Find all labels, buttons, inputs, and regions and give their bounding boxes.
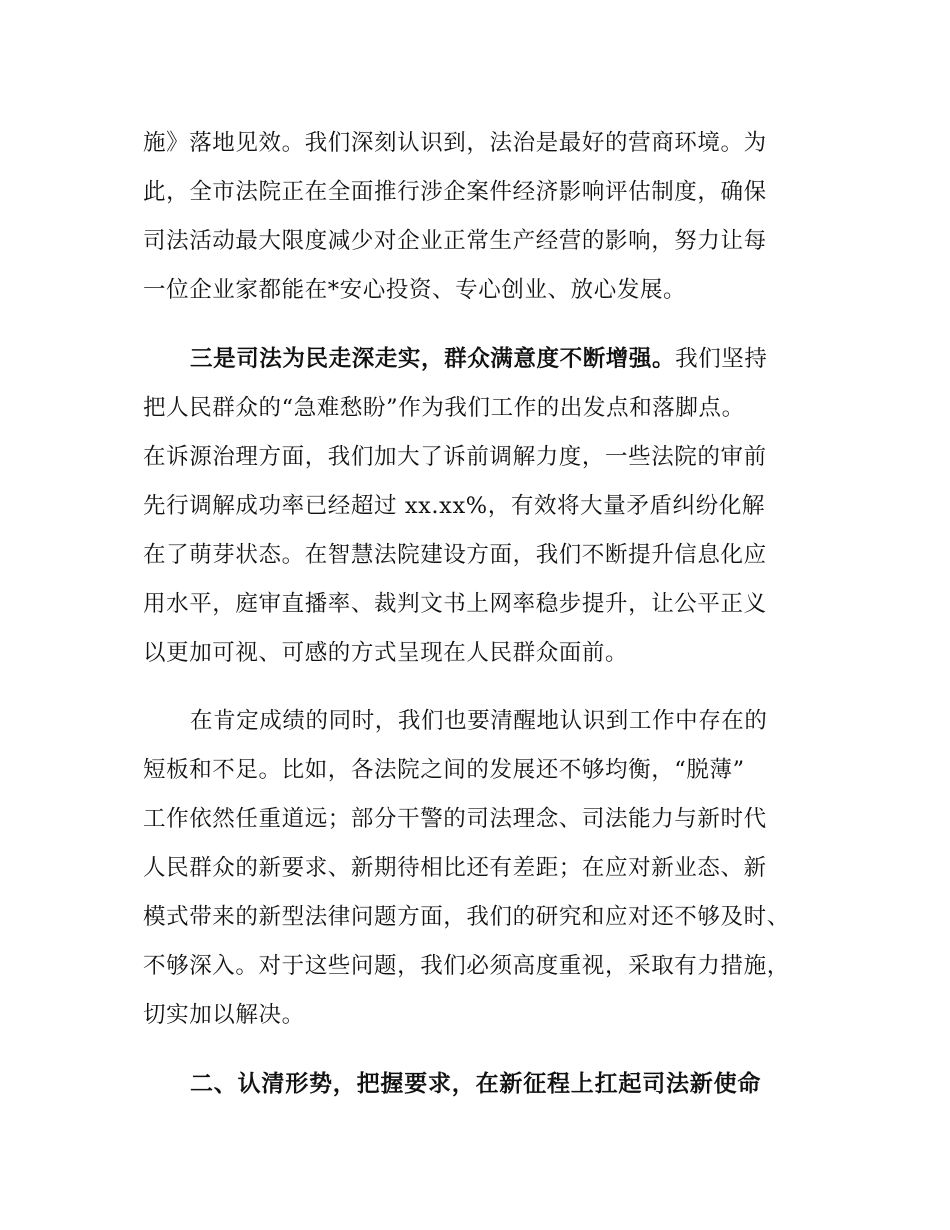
- paragraph3-line-4: 人民群众的新要求、新期待相比还有差距；在应对新业态、新: [143, 855, 767, 881]
- paragraph2-line-5: 在了萌芽状态。在智慧法院建设方面，我们不断提升信息化应: [143, 542, 767, 568]
- paragraph2-line-1: [190, 344, 768, 374]
- paragraph1-line-2: 此，全市法院正在全面推行涉企案件经济影响评估制度，确保: [143, 179, 767, 205]
- paragraph3-line-6: 不够深入。对于这些问题，我们必须高度重视，采取有力措施，: [143, 953, 790, 979]
- paragraph1-line-1: 施》落地见效。我们深刻认识到，法治是最好的营商环境。为: [143, 130, 767, 156]
- paragraph2-bold-lead: 三是司法为民走深走实，群众满意度不断增强。: [190, 346, 676, 372]
- paragraph1-line-3: 司法活动最大限度减少对企业正常生产经营的影响，努力让每: [143, 228, 767, 254]
- paragraph2-line-6: 用水平，庭审直播率、裁判文书上网率稳步提升，让公平正义: [143, 591, 767, 617]
- paragraph2-line-7: 以更加可视、可感的方式呈现在人民群众面前。: [143, 640, 629, 666]
- paragraph3-line-1: 在肯定成绩的同时，我们也要清醒地认识到工作中存在的: [190, 708, 768, 734]
- paragraph2-line-4: 先行调解成功率已经超过 xx.xx%，有效将大量矛盾纠纷化解: [143, 493, 765, 519]
- section-heading-2: 二、认清形势，把握要求，在新征程上扛起司法新使命: [190, 1071, 762, 1097]
- paragraph2-line-3: 在诉源治理方面，我们加大了诉前调解力度，一些法院的审前: [143, 444, 767, 470]
- paragraph1-line-4: 一位企业家都能在*安心投资、专心创业、放心发展。: [143, 277, 687, 303]
- paragraph3-line-7: 切实加以解决。: [143, 1002, 305, 1028]
- paragraph3-line-5: 模式带来的新型法律问题方面，我们的研究和应对还不够及时、: [143, 904, 790, 930]
- paragraph3-line-2: 短板和不足。比如，各法院之间的发展还不够均衡，“脱薄”: [143, 757, 745, 783]
- paragraph2-line-2: 把人民群众的“急难愁盼”作为我们工作的出发点和落脚点。: [143, 395, 745, 421]
- paragraph2-lead-rest: 我们坚持: [675, 346, 768, 372]
- paragraph3-line-3: 工作依然任重道远；部分干警的司法理念、司法能力与新时代: [143, 806, 767, 832]
